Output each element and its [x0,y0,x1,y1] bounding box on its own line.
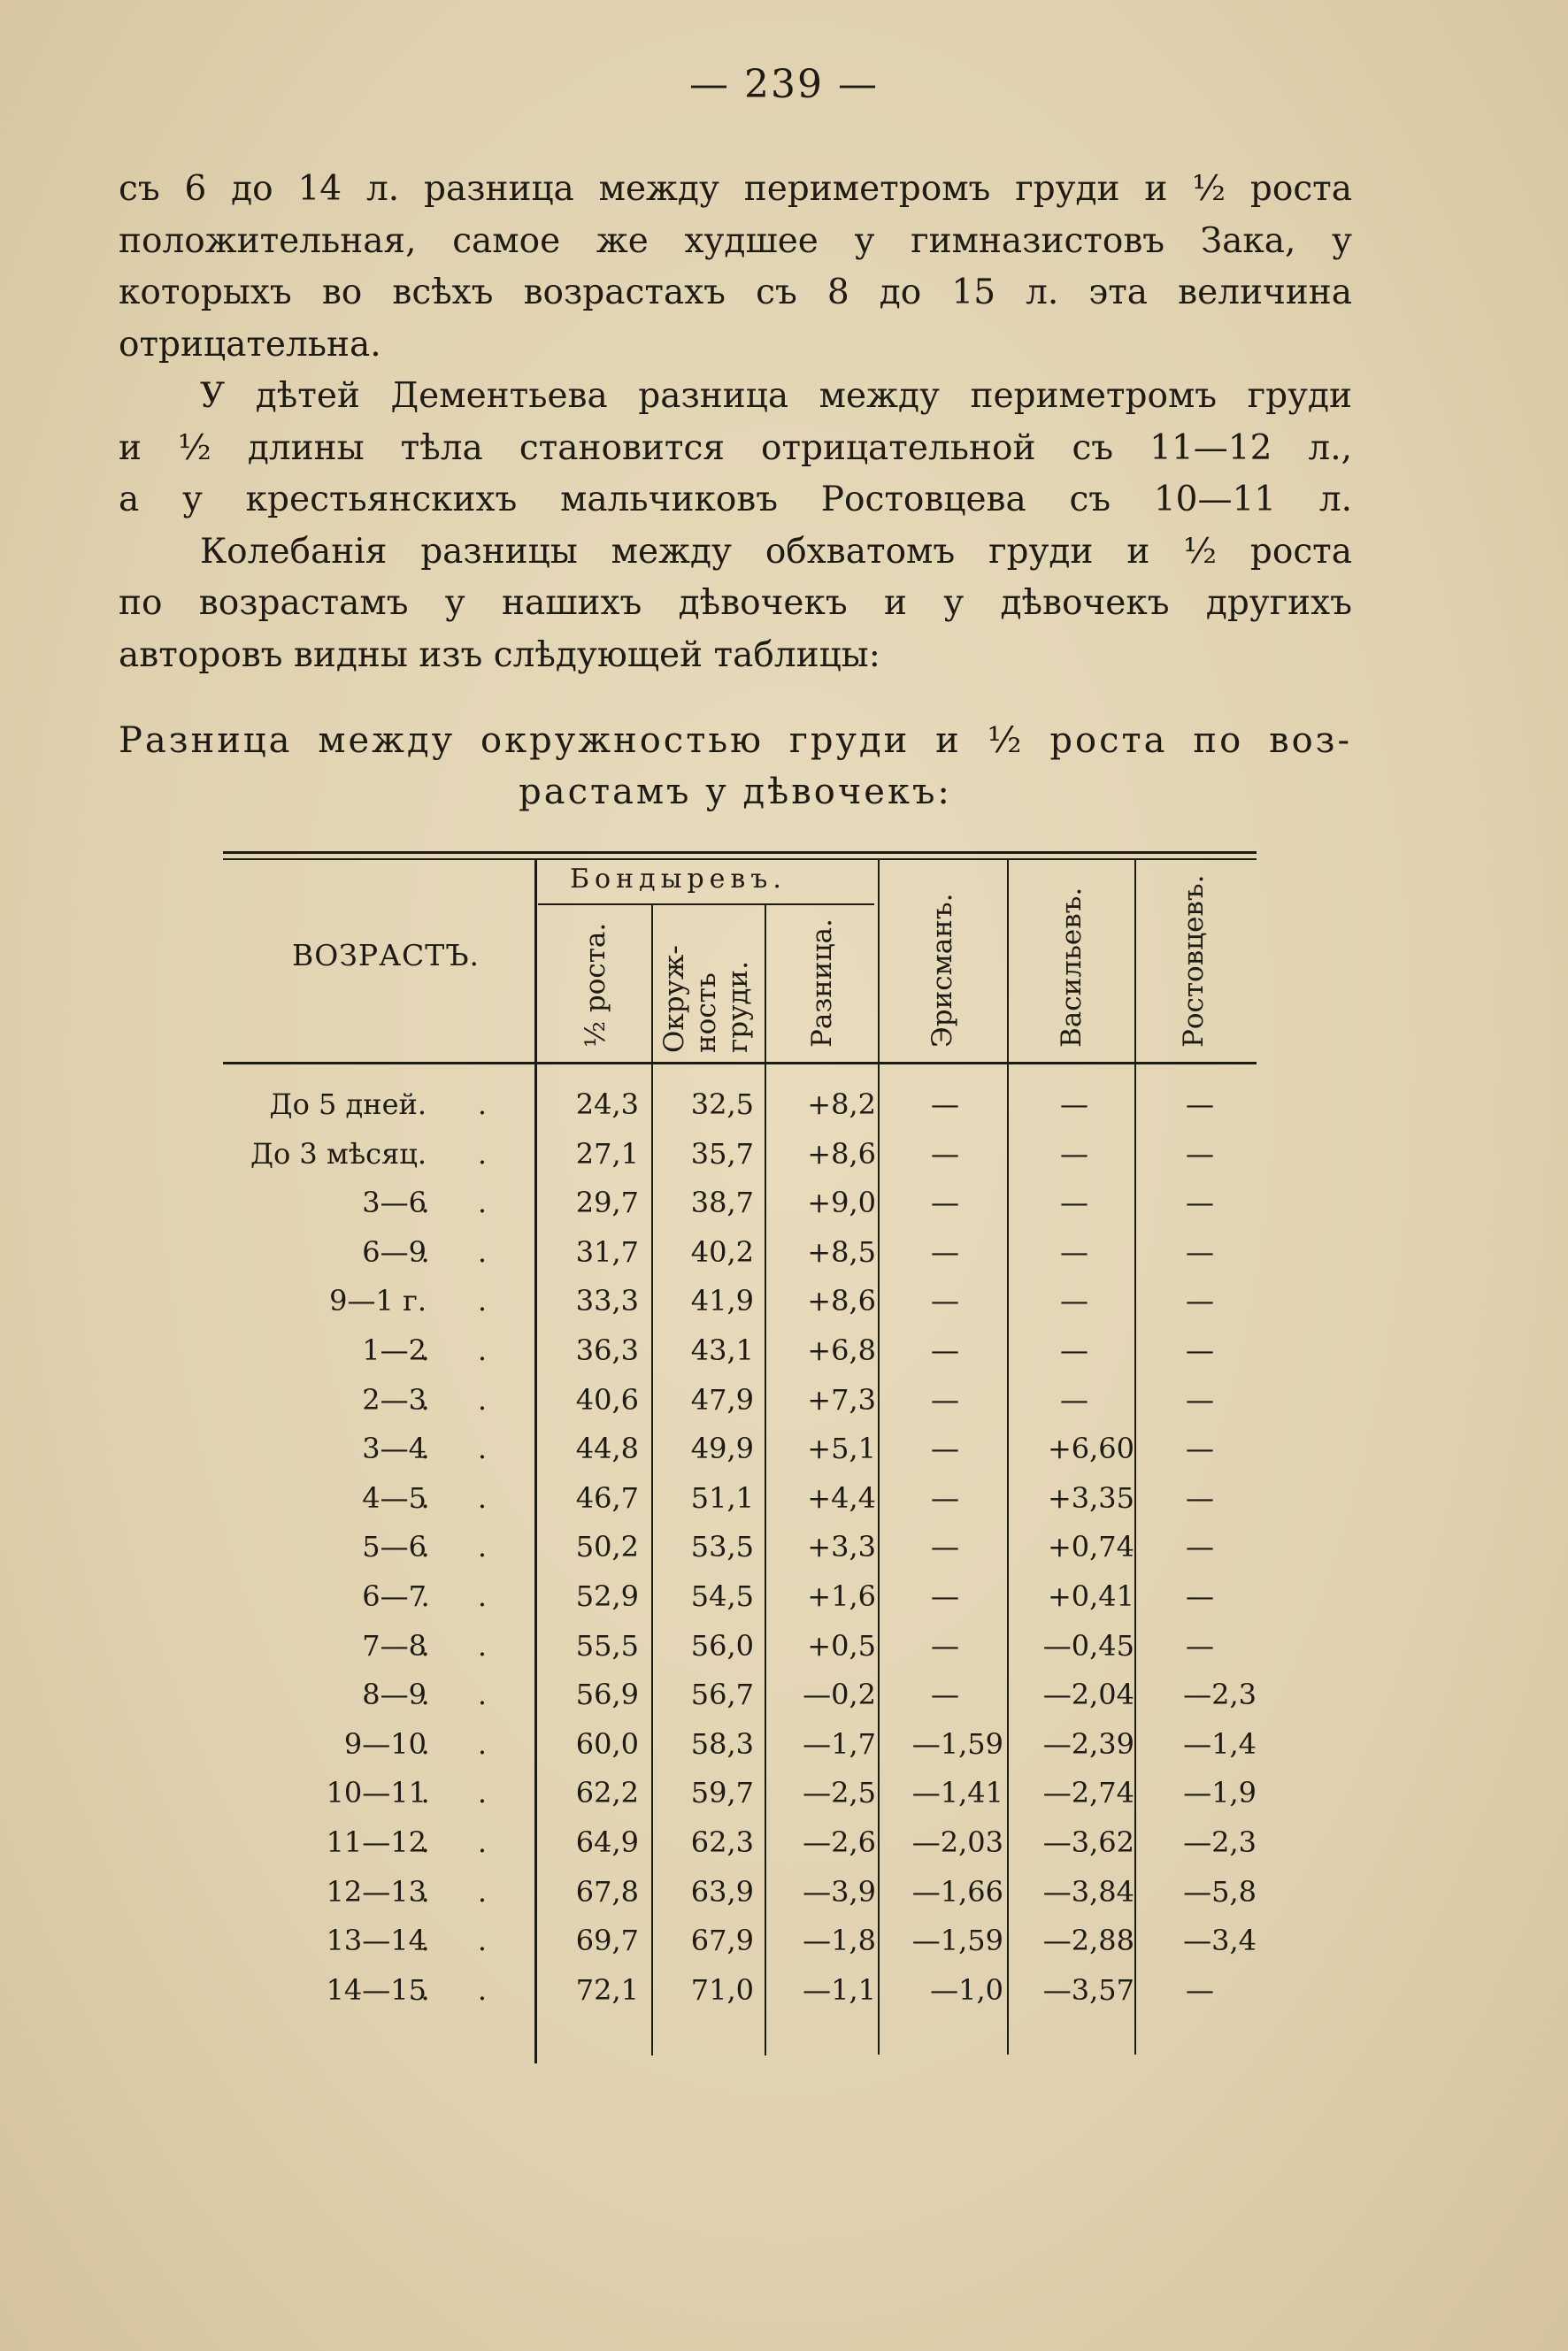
cell-diff: —1,1 [803,1972,876,2007]
cell-vasiliev: +0,74 [1047,1530,1134,1564]
header-chest-3: груди. [722,961,754,1053]
cell-diff: +8,6 [807,1136,876,1171]
cell-diff: —0,2 [803,1678,876,1712]
cell-half-height: 44,8 [575,1432,639,1466]
cell-half-height: 50,2 [575,1530,639,1564]
age-label: 6—9 [362,1234,427,1269]
cell-vasiliev: — [1060,1234,1088,1269]
cell-rostovtsev: — [1186,1382,1214,1417]
cell-erisman: — [931,1530,959,1564]
cell-diff: +8,2 [807,1087,876,1121]
cell-chest: 43,1 [690,1333,754,1367]
cell-half-height: 36,3 [575,1333,639,1367]
group-header-rule [538,903,874,905]
age-leader-dots: . [477,1284,506,1318]
cell-diff: +7,3 [807,1382,876,1417]
age-label: До 5 дней. [269,1087,427,1121]
cell-diff: —1,7 [803,1726,876,1761]
cell-diff: +6,8 [807,1333,876,1367]
cell-rostovtsev: —5,8 [1183,1874,1257,1909]
cell-erisman: —1,59 [911,1924,1003,1958]
age-leader-dots: . . [420,1678,506,1712]
cell-diff: +1,6 [807,1579,876,1613]
cell-diff: +0,5 [807,1628,876,1663]
age-label: 4—5 [362,1480,427,1515]
table-row [223,1227,1257,1277]
cell-vasiliev: — [1060,1284,1088,1318]
cell-chest: 47,9 [690,1382,754,1417]
age-label: 13—14 [326,1924,427,1958]
header-diff: Разница. [806,918,838,1048]
data-table [223,851,1257,2063]
table-row [223,1473,1257,1523]
age-label: 2—3 [362,1382,427,1417]
cell-rostovtsev: —1,4 [1183,1726,1257,1761]
cell-chest: 49,9 [690,1432,754,1466]
cell-half-height: 24,3 [575,1087,639,1121]
table-row [223,1276,1257,1325]
age-label: 3—6 [362,1186,427,1220]
cell-rostovtsev: — [1186,1480,1214,1515]
cell-chest: 67,9 [690,1924,754,1958]
cell-erisman: — [931,1136,959,1171]
table-row [223,1916,1257,1965]
cell-half-height: 27,1 [575,1136,639,1171]
age-label: 9—10 [343,1726,427,1761]
table-row [223,1768,1257,1817]
text-line: съ 6 до 14 л. разница между периметромъ груди и ½ роста [119,169,1352,209]
age-leader-dots: . . [420,1972,506,2007]
age-leader-dots: . . [420,1530,506,1564]
cell-diff: +5,1 [807,1432,876,1466]
cell-vasiliev: — [1060,1333,1088,1367]
cell-half-height: 72,1 [575,1972,639,2007]
text-line: и ½ длины тѣла становится отрицательной съ 11—12 л., [119,427,1352,468]
table-row [223,1965,1257,2015]
cell-erisman: — [931,1579,959,1613]
age-label: 8—9 [362,1678,427,1712]
cell-chest: 58,3 [690,1726,754,1761]
cell-half-height: 69,7 [575,1924,639,1958]
cell-erisman: —1,41 [911,1776,1003,1810]
cell-vasiliev: —3,57 [1042,1972,1134,2007]
age-label: 5—6 [362,1530,427,1564]
table-row [223,1621,1257,1671]
cell-chest: 40,2 [690,1234,754,1269]
table-row [223,1670,1257,1719]
cell-erisman: — [931,1284,959,1318]
cell-half-height: 52,9 [575,1579,639,1613]
cell-erisman: —1,66 [911,1874,1003,1909]
cell-erisman: — [931,1333,959,1367]
table-row [223,1129,1257,1179]
cell-erisman: — [931,1678,959,1712]
cell-diff: +3,3 [807,1530,876,1564]
paragraph-3 [119,526,1352,682]
cell-diff: —3,9 [803,1874,876,1909]
cell-rostovtsev: —1,9 [1183,1776,1257,1810]
age-leader-dots: . . [420,1432,506,1466]
cell-erisman: — [931,1382,959,1417]
age-leader-dots: . . [420,1874,506,1909]
cell-vasiliev: +3,35 [1047,1480,1134,1515]
header-rostovtsev: Ростовцевъ. [1178,874,1210,1048]
header-chest-2: ность [690,972,722,1053]
text-line: а у крестьянскихъ мальчиковъ Ростовцева съ 10—11 л. [119,480,1352,519]
cell-erisman: — [931,1480,959,1515]
age-leader-dots: . . [420,1333,506,1367]
cell-half-height: 46,7 [575,1480,639,1515]
age-leader-dots: . . [420,1776,506,1810]
age-leader-dots: . [477,1136,506,1171]
cell-rostovtsev: — [1186,1186,1214,1220]
header-chest-1: Окруж- [658,945,690,1053]
cell-vasiliev: —3,84 [1042,1874,1134,1909]
cell-vasiliev: +6,60 [1047,1432,1134,1466]
header-vasiliev: Васильевъ. [1056,887,1088,1048]
table-title-line-2: растамъ у дѣвочекъ: [519,772,952,812]
table-row [223,1079,1257,1129]
age-label: 6—7 [362,1579,427,1613]
cell-rostovtsev: — [1186,1972,1214,2007]
table-row [223,1571,1257,1621]
text-line: которыхъ во всѣхъ возрастахъ съ 8 до 15 л. эта величина [119,273,1352,312]
header-erisman: Эрисманъ. [926,893,958,1048]
age-leader-dots: . . [420,1825,506,1859]
cell-chest: 56,7 [690,1678,754,1712]
table-title-line-1: Разница между окружностью груди и ½ роста по воз- [119,720,1352,761]
cell-chest: 32,5 [690,1087,754,1121]
cell-half-height: 62,2 [575,1776,639,1810]
table-row [223,1817,1257,1867]
header-bottom-rule [223,1062,1257,1064]
table-row [223,1522,1257,1571]
cell-half-height: 31,7 [575,1234,639,1269]
age-leader-dots: . . [420,1924,506,1958]
age-label: 9—1 г. [329,1284,427,1318]
text-line: авторовъ видны изъ слѣдующей таблицы: [119,634,880,675]
age-label: 12—13 [326,1874,427,1909]
cell-half-height: 60,0 [575,1726,639,1761]
cell-vasiliev: — [1060,1136,1088,1171]
table-title [119,715,1352,818]
cell-vasiliev: —2,88 [1042,1924,1134,1958]
cell-half-height: 55,5 [575,1628,639,1663]
header-group-bondyrev: Бондыревъ. [570,864,787,895]
cell-half-height: 40,6 [575,1382,639,1417]
age-leader-dots: . . [420,1234,506,1269]
cell-erisman: —2,03 [911,1825,1003,1859]
text-line: Колебанія разницы между обхватомъ груди и ½ роста [200,531,1352,572]
cell-diff: +9,0 [807,1186,876,1220]
cell-vasiliev: —2,39 [1042,1726,1134,1761]
table-top-rule-thin [223,858,1257,860]
cell-chest: 62,3 [690,1825,754,1859]
cell-half-height: 33,3 [575,1284,639,1318]
cell-rostovtsev: — [1186,1432,1214,1466]
table-row [223,1867,1257,1917]
cell-vasiliev: —0,45 [1042,1628,1134,1663]
cell-vasiliev: —2,74 [1042,1776,1134,1810]
table-row [223,1424,1257,1473]
cell-erisman: — [931,1628,959,1663]
cell-rostovtsev: — [1186,1579,1214,1613]
cell-diff: —1,8 [803,1924,876,1958]
cell-rostovtsev: — [1186,1333,1214,1367]
cell-chest: 71,0 [690,1972,754,2007]
age-leader-dots: . . [420,1579,506,1613]
cell-erisman: — [931,1186,959,1220]
age-leader-dots: . . [420,1628,506,1663]
cell-vasiliev: — [1060,1382,1088,1417]
cell-chest: 59,7 [690,1776,754,1810]
cell-vasiliev: — [1060,1186,1088,1220]
paragraph-1 [119,164,1352,371]
cell-rostovtsev: — [1186,1136,1214,1171]
cell-chest: 56,0 [690,1628,754,1663]
cell-half-height: 64,9 [575,1825,639,1859]
age-label: 3—4 [362,1432,427,1466]
cell-rostovtsev: —3,4 [1183,1924,1257,1958]
age-label: 14—15 [326,1972,427,2007]
cell-chest: 35,7 [690,1136,754,1171]
cell-rostovtsev: — [1186,1087,1214,1121]
age-label: 10—11 [326,1776,427,1810]
body-text [119,164,1352,681]
table-row [223,1325,1257,1375]
age-leader-dots: . . [420,1382,506,1417]
cell-half-height: 29,7 [575,1186,639,1220]
cell-erisman: — [931,1432,959,1466]
paragraph-2 [119,371,1352,526]
cell-vasiliev: —3,62 [1042,1825,1134,1859]
cell-vasiliev: +0,41 [1047,1579,1134,1613]
age-label: 1—2 [362,1333,427,1367]
cell-diff: +8,5 [807,1234,876,1269]
table-row [223,1375,1257,1425]
cell-erisman: — [931,1087,959,1121]
table-top-rule [223,851,1257,854]
page-number: — 239 — [689,62,879,107]
cell-chest: 63,9 [690,1874,754,1909]
table-row [223,1719,1257,1769]
age-leader-dots: . . [420,1480,506,1515]
cell-rostovtsev: — [1186,1628,1214,1663]
cell-diff: +8,6 [807,1284,876,1318]
cell-rostovtsev: —2,3 [1183,1678,1257,1712]
header-age: ВОЗРАСТЪ. [292,938,480,972]
cell-vasiliev: —2,04 [1042,1678,1134,1712]
cell-diff: —2,6 [803,1825,876,1859]
age-leader-dots: . . [420,1186,506,1220]
age-leader-dots: . . [420,1726,506,1761]
cell-erisman: — [931,1234,959,1269]
age-label: 7—8 [362,1628,427,1663]
text-line: положительная, самое же худшее у гимназистовъ Зака, у [119,220,1352,261]
text-line: У дѣтей Дементьева разница между периметромъ груди [200,376,1352,416]
cell-rostovtsev: —2,3 [1183,1825,1257,1859]
text-line: по возрастамъ у нашихъ дѣвочекъ и у дѣвочекъ другихъ [119,583,1352,623]
cell-vasiliev: — [1060,1087,1088,1121]
cell-chest: 41,9 [690,1284,754,1318]
age-label: До 3 мѣсяц. [250,1136,427,1171]
cell-rostovtsev: — [1186,1234,1214,1269]
cell-half-height: 56,9 [575,1678,639,1712]
cell-half-height: 67,8 [575,1874,639,1909]
age-label: 11—12 [326,1825,427,1859]
cell-erisman: —1,59 [911,1726,1003,1761]
header-half-height: ½ роста. [580,922,611,1048]
cell-chest: 51,1 [690,1480,754,1515]
age-leader-dots: . [477,1087,506,1121]
cell-chest: 38,7 [690,1186,754,1220]
table-row [223,1178,1257,1227]
text-line: отрицательна. [119,324,381,365]
cell-erisman: —1,0 [930,1972,1003,2007]
cell-diff: —2,5 [803,1776,876,1810]
cell-chest: 54,5 [690,1579,754,1613]
cell-chest: 53,5 [690,1530,754,1564]
cell-rostovtsev: — [1186,1530,1214,1564]
cell-rostovtsev: — [1186,1284,1214,1318]
cell-diff: +4,4 [807,1480,876,1515]
